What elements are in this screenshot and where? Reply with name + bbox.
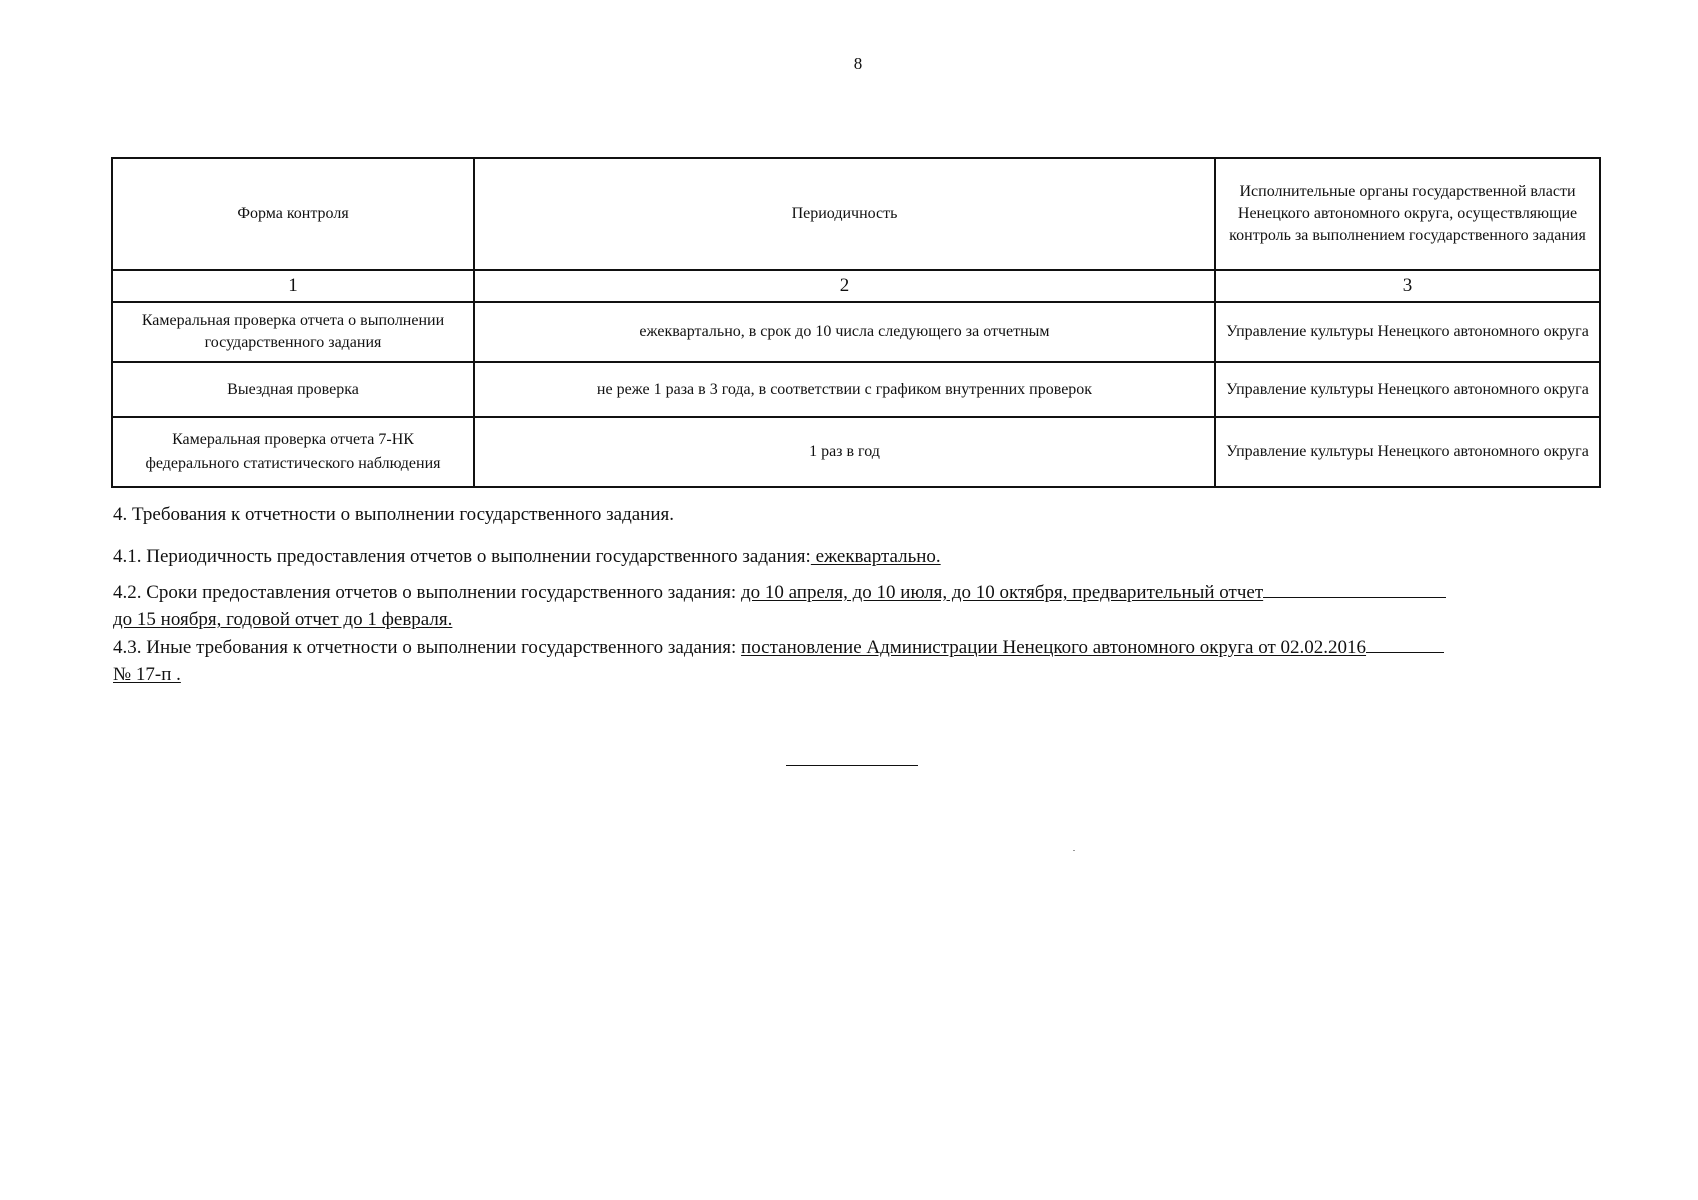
table-row bbox=[112, 362, 1600, 417]
end-rule bbox=[786, 765, 918, 766]
control-table bbox=[111, 157, 1601, 488]
fill-line bbox=[1263, 595, 1446, 598]
paragraph-4-2-label: 4.2. Сроки предоставления отчетов о выполнении государственного задания: bbox=[113, 582, 741, 603]
page-number: 8 bbox=[853, 54, 863, 73]
cell-periodicity: 1 раз в год bbox=[474, 417, 1215, 487]
header-periodicity: Периодичность bbox=[474, 158, 1215, 270]
fill-line bbox=[1366, 650, 1444, 653]
header-form: Форма контроля bbox=[112, 158, 474, 270]
table-row bbox=[112, 417, 1600, 487]
cell-periodicity: ежеквартально, в срок до 10 числа следующего за отчетным bbox=[474, 302, 1215, 362]
cell-form: Камеральная проверка отчета о выполнении государственного задания bbox=[112, 302, 474, 362]
paragraph-4-3 bbox=[113, 634, 1599, 688]
paragraph-4-2-value-line1: до 10 апреля, до 10 июля, до 10 октября, предварительный отчет bbox=[740, 582, 1264, 603]
paragraph-4-3-label: 4.3. Иные требования к отчетности о выполнении государственного задания: bbox=[113, 637, 742, 658]
paragraph-4-2 bbox=[113, 579, 1599, 633]
cell-form: Камеральная проверка отчета 7-НК федерального статистического наблюдения bbox=[112, 417, 474, 487]
cell-authority: Управление культуры Ненецкого автономного округа bbox=[1215, 417, 1600, 487]
paragraph-4-2-value-line2: до 15 ноября, годовой отчет до 1 февраля. bbox=[113, 609, 453, 630]
column-number: 1 bbox=[112, 270, 474, 302]
paragraph-4-3-value-line2: № 17-п . bbox=[113, 664, 181, 685]
paragraph-4-3-value-line1: постановление Администрации Ненецкого автономного округа от 02.02.2016 bbox=[741, 637, 1367, 658]
paragraph-4-1 bbox=[113, 543, 1599, 570]
paragraph-4-1-label: 4.1. Периодичность предоставления отчетов о выполнении государственного задания: bbox=[113, 546, 811, 567]
cell-authority: Управление культуры Ненецкого автономного округа bbox=[1215, 302, 1600, 362]
column-number: 3 bbox=[1215, 270, 1600, 302]
scan-speck bbox=[1073, 850, 1075, 851]
table-header-row bbox=[112, 158, 1600, 270]
column-number: 2 bbox=[474, 270, 1215, 302]
cell-periodicity: не реже 1 раза в 3 года, в соответствии с графиком внутренних проверок bbox=[474, 362, 1215, 417]
cell-form: Выездная проверка bbox=[112, 362, 474, 417]
section-4-title: 4. Требования к отчетности о выполнении государственного задания. bbox=[113, 504, 675, 525]
paragraph-4-1-value: ежеквартально. bbox=[810, 546, 941, 567]
header-authority: Исполнительные органы государственной власти Ненецкого автономного округа, осуществляющие контроль за выполнением государственного задания bbox=[1215, 158, 1600, 270]
column-number-row bbox=[112, 270, 1600, 302]
cell-authority: Управление культуры Ненецкого автономного округа bbox=[1215, 362, 1600, 417]
table-row bbox=[112, 302, 1600, 362]
